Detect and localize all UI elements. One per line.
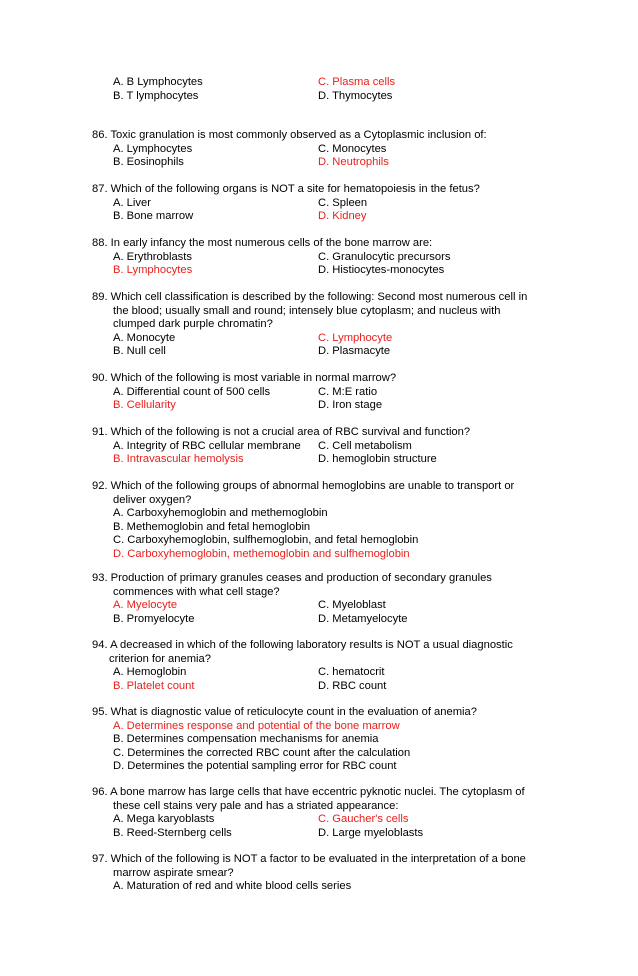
- question-94: [92, 639, 562, 693]
- option-row: [92, 76, 562, 90]
- question-87: [92, 183, 562, 224]
- question-text: 90. Which of the following is most variable in normal marrow?: [92, 372, 397, 384]
- question-text: 89. Which cell classification is described by the following: Second most numerous cell in: [92, 291, 528, 303]
- option-a: A. Lymphocytes: [113, 142, 193, 155]
- option-b: B. Reed-Sternberg cells: [113, 826, 232, 839]
- question-97: [92, 853, 562, 894]
- question-text: 86. Toxic granulation is most commonly observed as a Cytoplasmic inclusion of:: [92, 129, 487, 141]
- option-c: C. Carboxyhemoglobin, sulfhemoglobin, and fetal hemoglobin: [113, 534, 419, 547]
- option-b-answer: B. Intravascular hemolysis: [113, 453, 244, 466]
- question-91: [92, 426, 562, 467]
- question-text-cont: these cell stains very pale and has a striated appearance:: [113, 799, 399, 812]
- option-d: D. Thymocytes: [318, 89, 393, 102]
- option-d: D. Large myeloblasts: [318, 826, 424, 839]
- question-88: [92, 237, 562, 278]
- option-d-answer: D. Carboxyhemoglobin, methemoglobin and sulfhemoglobin: [113, 547, 410, 560]
- question-96: [92, 786, 562, 840]
- question-text: 87. Which of the following organs is NOT a site for hematopoiesis in the fetus?: [92, 183, 480, 195]
- question-text: 96. A bone marrow has large cells that have eccentric pyknotic nuclei. The cytoplasm of: [92, 786, 525, 798]
- option-d: D. hemoglobin structure: [318, 453, 437, 466]
- question-text: 88. In early infancy the most numerous cells of the bone marrow are:: [92, 237, 433, 249]
- question-text-cont: the blood; usually small and round; intensely blue cytoplasm; and nucleus with: [113, 304, 501, 317]
- question-text-cont: commences with what cell stage?: [113, 585, 280, 598]
- option-a: A. Liver: [113, 196, 151, 209]
- option-a: A. Maturation of red and white blood cells series: [113, 880, 352, 893]
- option-a: A. Mega karyoblasts: [113, 813, 215, 826]
- question-text: 97. Which of the following is NOT a factor to be evaluated in the interpretation of a bone: [92, 853, 526, 865]
- option-d: D. Iron stage: [318, 399, 383, 412]
- question-text: 95. What is diagnostic value of reticulocyte count in the evaluation of anemia?: [92, 706, 477, 718]
- option-a-answer: A. Myelocyte: [113, 599, 178, 612]
- option-a: A. Monocyte: [113, 331, 176, 344]
- option-a: A. B Lymphocytes: [113, 76, 203, 88]
- question-text-cont: marrow aspirate smear?: [113, 866, 234, 879]
- option-c: C. Determines the corrected RBC count after the calculation: [113, 746, 411, 759]
- option-b-answer: B. Platelet count: [113, 679, 195, 692]
- question-text-cont: clumped dark purple chromatin?: [113, 318, 273, 331]
- option-c: C. Monocytes: [318, 142, 387, 155]
- option-b: B. Promyelocyte: [113, 612, 195, 625]
- option-b: B. Bone marrow: [113, 210, 194, 223]
- option-b: B. Null cell: [113, 345, 166, 358]
- option-c: C. Spleen: [318, 196, 368, 209]
- option-c: C. Myeloblast: [318, 599, 386, 612]
- option-b: B. Determines compensation mechanisms for anemia: [113, 733, 379, 746]
- option-b-answer: B. Lymphocytes: [113, 264, 193, 277]
- question-text: 93. Production of primary granules ceases and production of secondary granules: [92, 572, 492, 584]
- question-text: 91. Which of the following is not a crucial area of RBC survival and function?: [92, 426, 471, 438]
- option-d: D. Metamyelocyte: [318, 612, 408, 625]
- option-d: D. Determines the potential sampling error for RBC count: [113, 760, 397, 773]
- question-text: 94. A decreased in which of the following laboratory results is NOT a usual diagnostic: [92, 639, 513, 651]
- question-92: [92, 480, 562, 562]
- question-95: [92, 706, 562, 774]
- option-a: A. Carboxyhemoglobin and methemoglobin: [113, 507, 328, 520]
- option-d: D. Plasmacyte: [318, 345, 391, 358]
- option-c: C. M:E ratio: [318, 385, 378, 398]
- option-a: A. Integrity of RBC cellular membrane: [113, 439, 301, 452]
- question-89: [92, 291, 562, 359]
- option-c: C. Cell metabolism: [318, 439, 412, 452]
- option-b: B. Eosinophils: [113, 156, 184, 169]
- question-86: [92, 129, 562, 170]
- option-c: C. Granulocytic precursors: [318, 250, 451, 263]
- question-text: 92. Which of the following groups of abnormal hemoglobins are unable to transport or: [92, 480, 515, 492]
- question-85-options: [92, 76, 562, 103]
- option-d: D. Histiocytes-monocytes: [318, 264, 445, 277]
- option-a: A. Erythroblasts: [113, 250, 192, 263]
- option-a-answer: A. Determines response and potential of the bone marrow: [113, 719, 400, 732]
- option-c-answer: C. Lymphocyte: [318, 331, 393, 344]
- option-a: A. Hemoglobin: [113, 666, 187, 679]
- option-row: [92, 90, 562, 104]
- option-d-answer: D. Neutrophils: [318, 156, 389, 169]
- option-b: B. T lymphocytes: [113, 89, 199, 102]
- question-text-cont: deliver oxygen?: [113, 493, 192, 506]
- option-b: B. Methemoglobin and fetal hemoglobin: [113, 520, 311, 533]
- option-a: A. Differential count of 500 cells: [113, 385, 271, 398]
- question-text-cont: criterion for anemia?: [109, 652, 211, 665]
- option-c-answer: C. Gaucher's cells: [318, 813, 409, 826]
- option-b-answer: B. Cellularity: [113, 399, 176, 412]
- option-c: C. hematocrit: [318, 666, 385, 679]
- option-c-answer: C. Plasma cells: [318, 76, 396, 88]
- question-93: [92, 572, 562, 626]
- question-90: [92, 372, 562, 413]
- option-d-answer: D. Kidney: [318, 210, 367, 223]
- option-d: D. RBC count: [318, 679, 387, 692]
